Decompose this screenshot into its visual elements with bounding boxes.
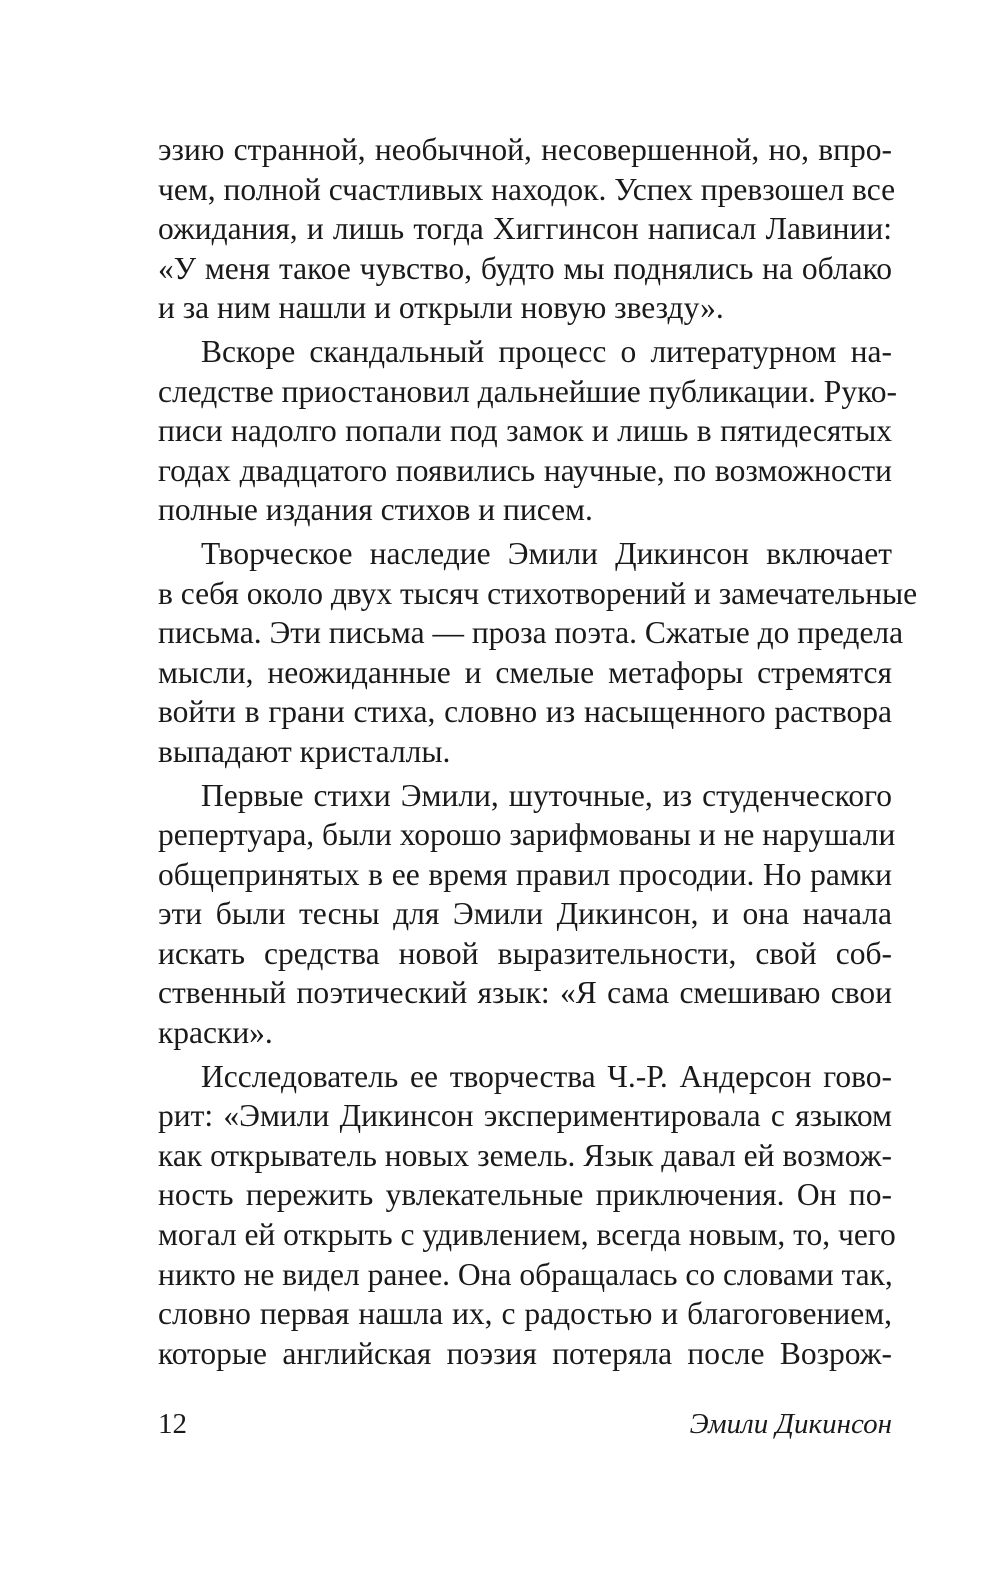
- text-line: чем, полной счастливых находок. Успех превзошел все: [158, 171, 896, 207]
- text-line: рит: «Эмили Дикинсон экспериментировала с языком: [158, 1098, 892, 1134]
- text-line: писи надолго попали под замок и лишь в пятидесятых: [158, 413, 892, 449]
- text-line: Первые стихи Эмили, шуточные, из студенческого: [201, 777, 892, 813]
- text-line: следстве приостановил дальнейшие публикации. Руко-: [158, 373, 898, 409]
- paragraph-5: [158, 1057, 896, 1374]
- text-line: могал ей открыть с удивлением, всегда новым, то, чего: [158, 1217, 896, 1253]
- text-line: краски».: [158, 1015, 273, 1051]
- running-title: Эмили Дикинсон: [689, 1408, 892, 1440]
- page-number: 12: [158, 1408, 187, 1440]
- text-line: ожидания, и лишь тогда Хиггинсон написал Лавинии:: [158, 211, 892, 247]
- text-line: полные издания стихов и писем.: [158, 492, 593, 528]
- paragraph-4: [158, 776, 896, 1053]
- text-line: искать средства новой выразительности, свой соб-: [158, 935, 892, 971]
- text-line: словно первая нашла их, с радостью и благоговением,: [158, 1296, 892, 1332]
- text-line: ственный поэтический язык: «Я сама смешиваю свои: [158, 975, 892, 1011]
- text-line: войти в грани стиха, словно из насыщенного раствора: [158, 694, 892, 730]
- text-line: Творческое наследие Эмили Дикинсон включает: [201, 535, 892, 571]
- text-line: эзию странной, необычной, несовершенной, но, впро-: [158, 132, 892, 167]
- text-line: годах двадцатого появились научные, по возможности: [158, 452, 892, 488]
- paragraph-1: [158, 130, 896, 328]
- text-line: Вскоре скандальный процесс о литературном на-: [201, 333, 892, 369]
- text-line: в себя около двух тысяч стихотворений и замечательные: [158, 575, 918, 611]
- text-line: репертуара, были хорошо зарифмованы и не нарушали: [158, 817, 896, 853]
- text-line: которые английская поэзия потеряла после Возрож-: [158, 1335, 892, 1371]
- paragraph-2: [158, 332, 898, 530]
- text-line: «У меня такое чувство, будто мы поднялись на облако: [158, 250, 892, 286]
- text-line: ность пережить увлекательные приключения. Он по-: [158, 1177, 892, 1213]
- text-line: никто не видел ранее. Она обращалась со словами так,: [158, 1256, 893, 1292]
- paragraph-3: [158, 534, 918, 772]
- text-line: и за ним нашли и открыли новую звезду».: [158, 290, 724, 326]
- text-line: Исследователь ее творчества Ч.-Р. Андерсон гово-: [201, 1058, 892, 1094]
- text-line: общепринятых в ее время правил просодии. Но рамки: [158, 856, 892, 892]
- text-line: мысли, неожиданные и смелые метафоры стремятся: [158, 654, 892, 690]
- page-footer: [158, 1404, 892, 1444]
- page-body: [158, 130, 918, 1373]
- text-line: письма. Эти письма — проза поэта. Сжатые до предела: [158, 615, 904, 651]
- text-line: выпадают кристаллы.: [158, 733, 451, 769]
- text-line: как открыватель новых земель. Язык давал ей возмож-: [158, 1137, 892, 1173]
- text-line: эти были тесны для Эмили Дикинсон, и она начала: [158, 896, 892, 932]
